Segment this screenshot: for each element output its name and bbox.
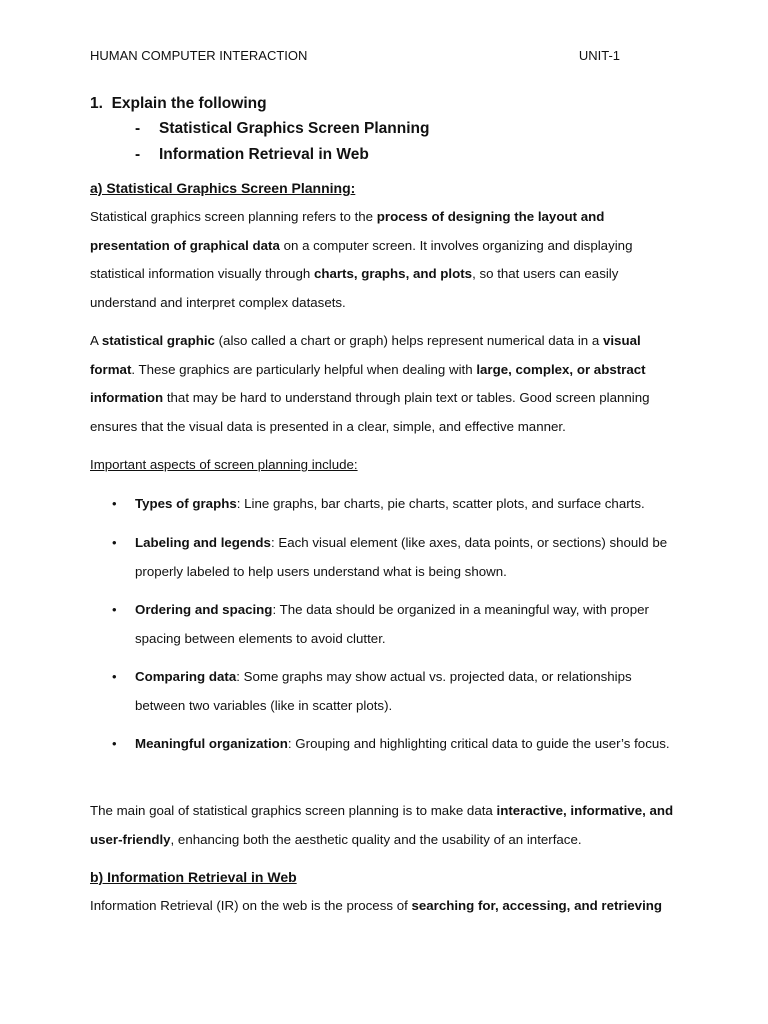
- aspects-title: Important aspects of screen planning include:: [90, 457, 358, 472]
- bold-text-run: visual format: [90, 333, 641, 377]
- section-b-heading: b) Information Retrieval in Web: [90, 869, 297, 885]
- text-run: , so that users can easily understand and interpret complex datasets.: [90, 266, 619, 310]
- bullet-icon: •: [112, 736, 117, 751]
- text-run: that may be hard to understand through plain text or tables. Good screen planning ensures that the visual data is presented in a clear, simple, and effective manner.: [90, 390, 650, 434]
- section-b-paragraph-1: [90, 892, 680, 921]
- list-item: [112, 596, 680, 653]
- bullet-text: : Some graphs may show actual vs. projected data, or relationships between two variables (like in scatter plots).: [135, 669, 632, 713]
- bold-text-run: large, complex, or abstract information: [90, 361, 646, 406]
- bold-text-run: searching for, accessing, and retrieving: [411, 898, 663, 913]
- bullet-text: : Grouping and highlighting critical data to guide the user’s focus.: [287, 736, 670, 751]
- page-header: [90, 48, 620, 63]
- bullet-term: Labeling and legends: [135, 535, 271, 550]
- bold-text-run: statistical graphic: [101, 333, 215, 348]
- question-item-text: Information Retrieval in Web: [159, 146, 369, 163]
- bullet-text: : The data should be organized in a meaningful way, with proper spacing between elements to avoid clutter.: [135, 602, 649, 646]
- text-run: , enhancing both the aesthetic quality and the usability of an interface.: [170, 831, 582, 847]
- text-run: Information Retrieval (IR) on the web is the process of: [90, 898, 412, 913]
- bullet-term: Types of graphs: [135, 496, 237, 511]
- list-item: [112, 529, 680, 586]
- list-item: [112, 490, 680, 519]
- bullet-text: : Line graphs, bar charts, pie charts, scatter plots, and surface charts.: [236, 496, 645, 511]
- bullet-term: Ordering and spacing: [135, 602, 273, 617]
- bullet-icon: •: [112, 535, 117, 550]
- text-run: (also called a chart or graph) helps represent numerical data in a: [214, 333, 603, 348]
- text-run: A: [90, 333, 102, 348]
- text-run: on a computer screen. It involves organizing and displaying statistical information visually through: [90, 237, 633, 282]
- question-number: 1.: [90, 95, 103, 112]
- header-unit: UNIT-1: [578, 48, 620, 63]
- question-item-text: Statistical Graphics Screen Planning: [159, 120, 430, 137]
- section-a-paragraph-3: [90, 797, 680, 854]
- header-subject: HUMAN COMPUTER INTERACTION: [90, 48, 308, 63]
- question-item-2: - Information Retrieval in Web: [135, 146, 369, 163]
- bullet-term: Comparing data: [135, 669, 237, 684]
- list-item: [112, 663, 680, 720]
- question-title: [90, 95, 267, 113]
- text-run: The main goal of statistical graphics screen planning is to make data: [90, 803, 497, 818]
- bold-text-run: process of designing the layout and presentation of graphical data: [90, 209, 605, 253]
- question-text: Explain the following: [111, 95, 267, 112]
- bullet-term: Meaningful organization: [135, 736, 288, 751]
- text-run: . These graphics are particularly helpful when dealing with: [131, 361, 477, 377]
- text-run: Statistical graphics screen planning refers to the: [90, 209, 377, 224]
- section-a-heading: a) Statistical Graphics Screen Planning:: [90, 180, 356, 196]
- section-a-paragraph-1: [90, 203, 680, 317]
- list-item: [112, 730, 680, 759]
- bullet-icon: •: [112, 496, 117, 511]
- section-a-paragraph-2: [90, 327, 680, 441]
- question-item-1: - Statistical Graphics Screen Planning: [135, 120, 430, 137]
- bullet-text: : Each visual element (like axes, data points, or sections) should be properly labeled to help users understand what is being shown.: [135, 535, 668, 579]
- bold-text-run: charts, graphs, and plots: [313, 266, 473, 282]
- bold-text-run: interactive, informative, and user-friendly: [90, 803, 674, 847]
- bullet-icon: •: [112, 602, 117, 617]
- bullet-icon: •: [112, 669, 117, 684]
